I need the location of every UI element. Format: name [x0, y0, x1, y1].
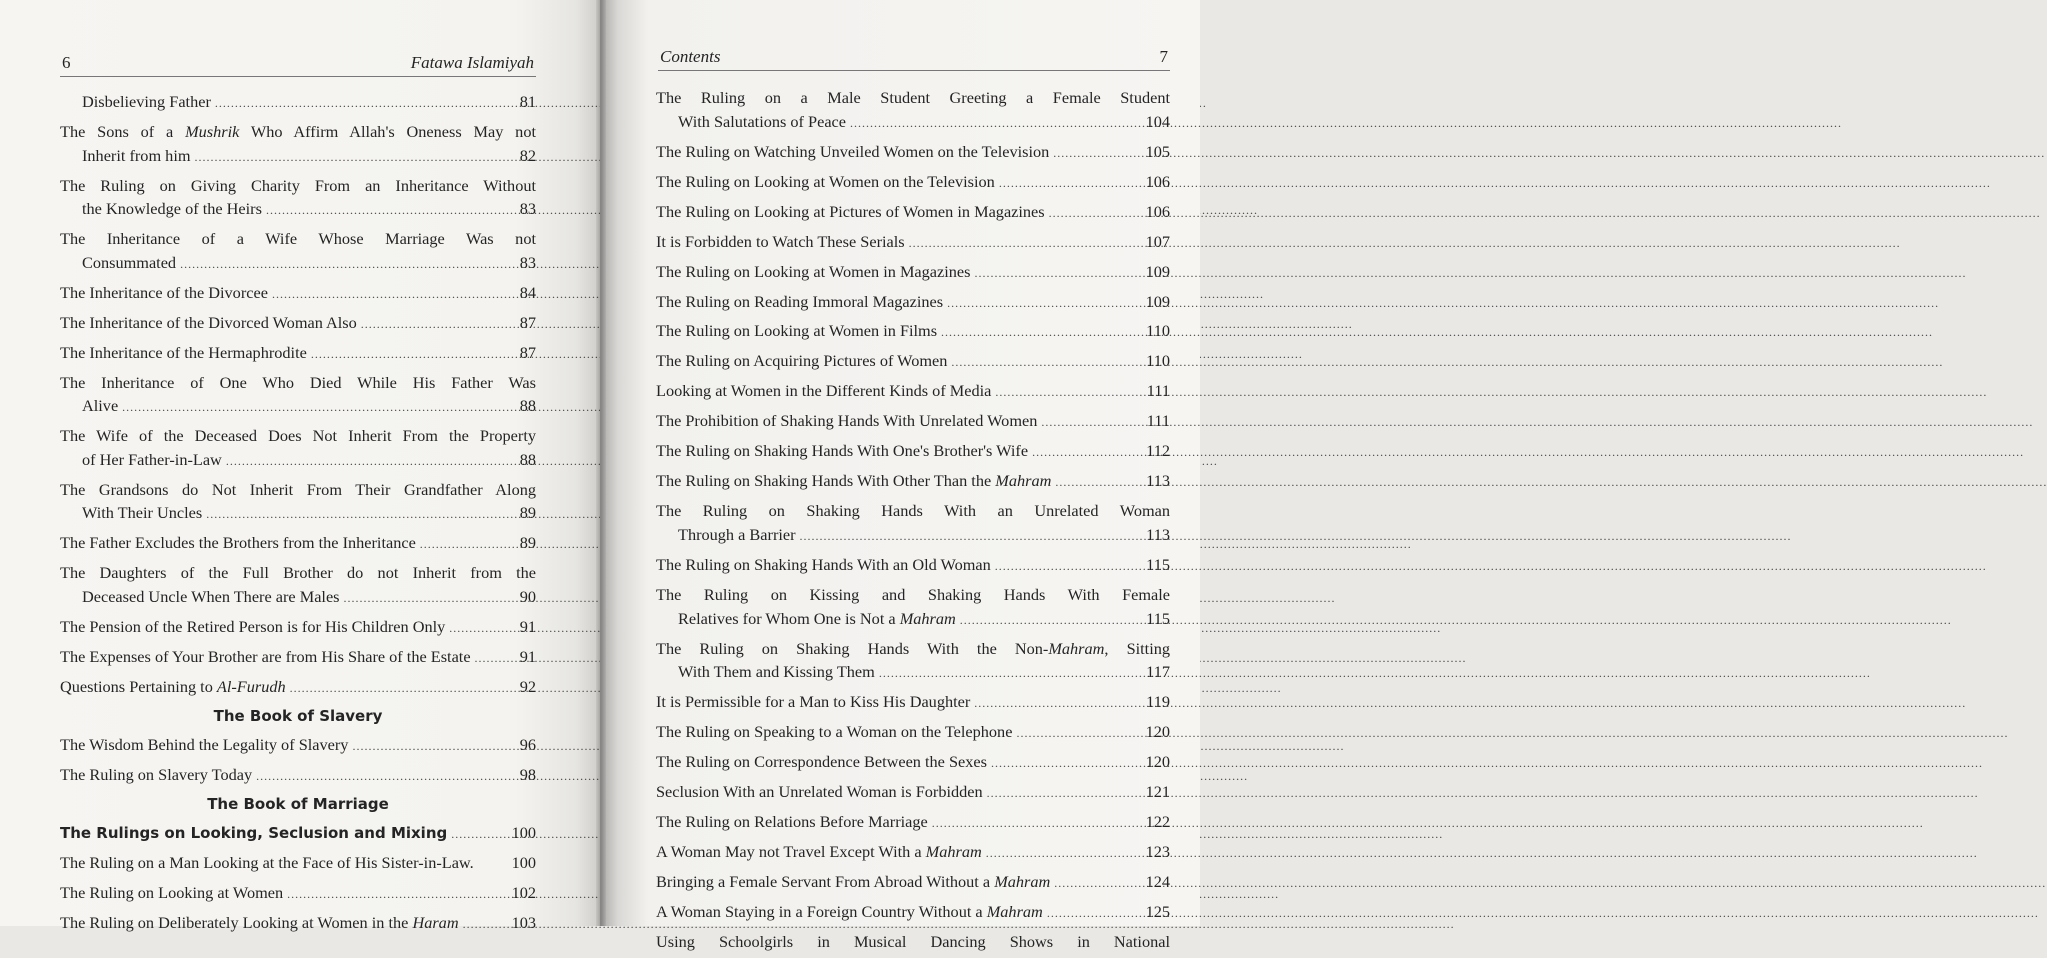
entry-page-number: 119: [1146, 692, 1170, 712]
toc-entry[interactable]: [656, 319, 1170, 345]
entry-title-line: The Wife of the Deceased Does Not Inherit From the Property: [60, 426, 536, 446]
entry-title-line: The Ruling on a Male Student Greeting a Female Student: [656, 88, 1170, 107]
entry-title: The Ruling on Shaking Hands With an Old Woman: [656, 554, 991, 574]
toc-entry[interactable]: [656, 140, 1170, 166]
entry-title: The Ruling on Relations Before Marriage: [656, 812, 928, 832]
toc-entry[interactable]: [656, 469, 1170, 495]
dot-leader: [986, 842, 1140, 866]
entry-page-number: 111: [1146, 381, 1170, 401]
entry-page-number: 87: [519, 312, 536, 332]
entry-page-number: 89: [519, 533, 536, 553]
toc-entry[interactable]: [656, 840, 1170, 866]
entry-title: Seclusion With an Unrelated Woman is Forbidden: [656, 782, 983, 802]
dot-leader: [463, 913, 506, 937]
dot-leader: [1047, 902, 1140, 926]
entry-title: Relatives for Whom One is Not a Mahram: [678, 608, 956, 628]
book-title: Fatawa Islamiyah: [410, 53, 534, 72]
entry-page-number: 82: [519, 145, 536, 165]
entry-page-number: 100: [511, 822, 536, 842]
dot-leader: [361, 313, 506, 337]
entry-title: Through a Barrier: [678, 524, 796, 544]
entry-page-number: 109: [1145, 291, 1170, 311]
entry-page-number: 121: [1145, 782, 1170, 802]
entry-page-number: 117: [1146, 662, 1170, 682]
entry-title: The Inheritance of the Divorced Woman Also: [60, 312, 357, 332]
dot-leader: [1016, 722, 1140, 746]
dot-leader: [879, 662, 1140, 686]
toc-entry[interactable]: [60, 763, 536, 789]
running-head: [60, 50, 536, 77]
page-number: 6: [62, 53, 71, 72]
entry-title: The Inheritance of the Hermaphrodite: [60, 342, 307, 362]
entry-page-number: 113: [1146, 524, 1170, 544]
toc-entry[interactable]: [60, 120, 536, 169]
toc-entry[interactable]: [60, 645, 536, 671]
entry-page-number: 89: [519, 503, 536, 523]
toc-entry[interactable]: [60, 531, 536, 557]
entry-title: It is Forbidden to Watch These Serials: [656, 231, 905, 251]
toc-entry[interactable]: [60, 675, 536, 701]
entry-page-number: 98: [519, 764, 536, 784]
entry-page-number: 109: [1145, 261, 1170, 281]
toc-entry[interactable]: [656, 780, 1170, 806]
dot-leader: [290, 677, 506, 701]
entry-title: The Ruling on Looking at Women in Magazines: [656, 261, 971, 281]
entry-page-number: 83: [519, 252, 536, 272]
entry-title: Consummated: [82, 252, 177, 272]
dot-leader: [266, 199, 506, 223]
entry-title: Deceased Uncle When There are Males: [82, 586, 340, 606]
toc-entry[interactable]: [60, 615, 536, 641]
toc-entry[interactable]: [656, 409, 1170, 435]
entry-title: the Knowledge of the Heirs: [82, 199, 262, 219]
dot-leader: [974, 692, 1140, 716]
toc-entry[interactable]: [60, 478, 536, 527]
entry-page-number: 105: [1145, 141, 1170, 161]
entry-title: It is Permissible for a Man to Kiss His Daughter: [656, 692, 971, 712]
dot-leader: [987, 782, 1140, 806]
entry-title: The Ruling on Slavery Today: [60, 764, 253, 784]
running-head: [658, 44, 1170, 71]
entry-page-number: 96: [519, 734, 536, 754]
toc-entry[interactable]: [60, 911, 536, 937]
entry-title-line: The Inheritance of a Wife Whose Marriage Was not: [60, 229, 536, 249]
toc-list: [656, 86, 1170, 958]
toc-entry[interactable]: [656, 553, 1170, 579]
toc-entry[interactable]: [656, 200, 1170, 226]
entry-page-number: 115: [1146, 554, 1170, 574]
entry-page-number: 125: [1145, 902, 1170, 921]
entry-page-number: 88: [519, 449, 536, 469]
entry-title: The Ruling on Watching Unveiled Women on the Television: [656, 141, 1050, 161]
toc-entry[interactable]: [60, 821, 536, 847]
entry-title-line: The Ruling on Kissing and Shaking Hands With Female: [656, 584, 1170, 604]
entry-page-number: 92: [519, 676, 536, 696]
dot-leader: [344, 587, 506, 611]
toc-entry[interactable]: [60, 174, 536, 223]
dot-leader: [800, 525, 1140, 549]
section-heading: The Book of Marriage: [207, 794, 389, 813]
toc-entry[interactable]: [656, 349, 1170, 375]
toc-entry[interactable]: [656, 379, 1170, 405]
entry-page-number: 120: [1145, 722, 1170, 742]
entry-page-number: 111: [1146, 411, 1170, 431]
toc-entry[interactable]: [656, 170, 1170, 196]
entry-page-number: 91: [519, 616, 536, 636]
toc-entry[interactable]: [60, 881, 536, 907]
entry-title: With Them and Kissing Them: [678, 662, 875, 682]
entry-page-number: 124: [1145, 872, 1170, 892]
entry-title: With Salutations of Peace: [678, 111, 846, 131]
entry-title: A Woman May not Travel Except With a Mahram: [656, 842, 982, 862]
entry-page-number: 120: [1145, 752, 1170, 772]
entry-title: The Ruling on Correspondence Between the Sexes: [656, 752, 987, 772]
entry-title: The Ruling on Looking at Women in Films: [656, 321, 938, 341]
entry-page-number: 123: [1145, 842, 1170, 862]
dot-leader: [449, 617, 506, 641]
toc-entry[interactable]: [60, 424, 536, 473]
entry-title: The Ruling on Looking at Women: [60, 882, 284, 902]
dot-leader: [1049, 202, 1140, 226]
entry-page-number: 122: [1145, 812, 1170, 832]
book-gutter: [596, 0, 606, 926]
toc-entry[interactable]: [656, 930, 1170, 954]
toc-entry[interactable]: [656, 230, 1170, 256]
entry-page-number: 110: [1146, 321, 1170, 341]
dot-leader: [999, 172, 1140, 196]
entry-title: The Pension of the Retired Person is for His Children Only: [60, 616, 446, 636]
entry-title-line: The Ruling on Shaking Hands With the Non-Mahram, Sitting: [656, 638, 1170, 658]
entry-page-number: 104: [1145, 111, 1170, 131]
entry-page-number: 90: [519, 586, 536, 606]
dot-leader: [909, 232, 1140, 256]
entry-title: The Ruling on Shaking Hands With One's Brother's Wife: [656, 441, 1029, 461]
entry-title: The Ruling on Reading Immoral Magazines: [656, 291, 944, 311]
toc-entry[interactable]: [656, 900, 1170, 926]
toc-entry[interactable]: [60, 90, 536, 116]
toc-entry[interactable]: [656, 583, 1170, 632]
entry-title: The Rulings on Looking, Seclusion and Mixing: [60, 823, 448, 842]
entry-title: The Ruling on Acquiring Pictures of Women: [656, 351, 948, 371]
entry-page-number: 115: [1146, 608, 1170, 628]
toc-entry[interactable]: [60, 733, 536, 759]
entry-page-number: 91: [519, 646, 536, 666]
toc-entry[interactable]: [60, 281, 536, 307]
toc-entry[interactable]: [60, 371, 536, 420]
entry-title: A Woman Staying in a Foreign Country Without a Mahram: [656, 902, 1043, 921]
entry-page-number: 88: [519, 396, 536, 416]
dot-leader: [122, 396, 506, 420]
entry-title: The Ruling on Speaking to a Woman on the Telephone: [656, 722, 1013, 742]
dot-leader: [1054, 872, 1140, 896]
toc-entry[interactable]: [656, 690, 1170, 716]
entry-title: The Ruling on a Man Looking at the Face of His Sister-in-Law.: [60, 852, 474, 872]
toc-entry[interactable]: [656, 260, 1170, 286]
dot-leader: [941, 321, 1140, 345]
dot-leader: [960, 609, 1140, 633]
toc-entry[interactable]: [656, 750, 1170, 776]
dot-leader: [995, 381, 1140, 405]
toc-list: [60, 90, 536, 941]
entry-page-number: 87: [519, 342, 536, 362]
dot-leader: [951, 351, 1140, 375]
right-page: [600, 0, 1200, 951]
entry-page-number: 113: [1146, 471, 1170, 491]
dot-leader: [974, 262, 1140, 286]
entry-page-number: 102: [511, 882, 536, 902]
entry-title: The Ruling on Shaking Hands With Other Than the Mahram: [656, 471, 1052, 491]
entry-title-line: The Grandsons do Not Inherit From Their Grandfather Along: [60, 479, 536, 499]
entry-title: The Inheritance of the Divorcee: [60, 282, 268, 302]
entry-title: Disbelieving Father: [82, 92, 211, 111]
dot-leader: [1055, 471, 1140, 495]
entry-title: of Her Father-in-Law: [82, 449, 222, 469]
dot-leader: [215, 92, 506, 116]
toc-entry[interactable]: [656, 86, 1170, 135]
dot-leader: [850, 112, 1140, 136]
dot-leader: [272, 283, 506, 307]
entry-page-number: 107: [1145, 231, 1170, 251]
dot-leader: [352, 735, 506, 759]
dot-leader: [947, 292, 1140, 316]
dot-leader: [206, 503, 506, 527]
entry-page-number: 84: [519, 282, 536, 302]
entry-title: Inherit from him: [82, 145, 191, 165]
entry-title: The Ruling on Deliberately Looking at Women in the Haram: [60, 912, 459, 932]
dot-leader: [287, 883, 506, 907]
entry-title-line: The Sons of a Mushrik Who Affirm Allah's Oneness May not: [60, 121, 536, 141]
dot-leader: [195, 146, 506, 170]
toc-entry[interactable]: [656, 810, 1170, 836]
entry-page-number: 106: [1145, 201, 1170, 221]
entry-title: Questions Pertaining to Al-Furudh: [60, 676, 286, 696]
entry-page-number: 100: [511, 852, 536, 872]
toc-entry[interactable]: [656, 499, 1170, 548]
page-number: 7: [1159, 47, 1168, 66]
section-heading: The Book of Slavery: [213, 706, 383, 725]
dot-leader: [420, 533, 506, 557]
entry-title: The Ruling on Looking at Pictures of Women in Magazines: [656, 201, 1045, 221]
entry-title: With Their Uncles: [82, 503, 203, 523]
dot-leader: [991, 752, 1140, 776]
dot-leader: [1032, 441, 1140, 465]
dot-leader: [180, 253, 506, 277]
toc-entry[interactable]: [60, 851, 536, 877]
contents-heading: Contents: [660, 47, 721, 66]
entry-page-number: 106: [1145, 171, 1170, 191]
entry-title: Alive: [82, 396, 119, 416]
toc-entry[interactable]: [60, 311, 536, 337]
toc-entry[interactable]: [656, 637, 1170, 686]
entry-title-line: Using Schoolgirls in Musical Dancing Shows in National: [656, 931, 1170, 951]
entry-page-number: 110: [1146, 351, 1170, 371]
toc-entry[interactable]: [60, 341, 536, 367]
entry-title-line: The Ruling on Shaking Hands With an Unrelated Woman: [656, 501, 1170, 521]
dot-leader: [311, 343, 506, 367]
toc-entry[interactable]: [60, 227, 536, 276]
dot-leader: [932, 812, 1140, 836]
toc-entry[interactable]: [656, 720, 1170, 746]
dot-leader: [1053, 142, 1140, 166]
dot-leader: [226, 450, 506, 474]
dot-leader: [1041, 411, 1140, 435]
entry-title: Bringing a Female Servant From Abroad Without a Mahram: [656, 872, 1051, 892]
dot-leader: [451, 823, 506, 847]
entry-title: The Prohibition of Shaking Hands With Unrelated Women: [656, 411, 1038, 431]
entry-title-line: The Inheritance of One Who Died While His Father Was: [60, 372, 536, 392]
toc-entry[interactable]: [656, 439, 1170, 465]
toc-entry[interactable]: [656, 290, 1170, 316]
entry-page-number: 112: [1146, 441, 1170, 461]
entry-title: The Expenses of Your Brother are from His Share of the Estate: [60, 646, 471, 666]
toc-entry[interactable]: [656, 870, 1170, 896]
entry-title: Looking at Women in the Different Kinds of Media: [656, 381, 992, 401]
left-page: [0, 0, 600, 932]
dot-leader: [995, 555, 1140, 579]
entry-title-line: The Daughters of the Full Brother do not Inherit from the: [60, 563, 536, 583]
toc-entry[interactable]: [60, 561, 536, 610]
entry-page-number: 83: [519, 199, 536, 219]
entry-title-line: The Ruling on Giving Charity From an Inheritance Without: [60, 175, 536, 195]
entry-title: The Ruling on Looking at Women on the Television: [656, 171, 995, 191]
dot-leader: [256, 765, 506, 789]
entry-title: The Wisdom Behind the Legality of Slavery: [60, 734, 349, 754]
entry-title: The Father Excludes the Brothers from the Inheritance: [60, 533, 416, 553]
entry-page-number: 81: [519, 92, 536, 111]
entry-page-number: 103: [511, 912, 536, 932]
dot-leader: [475, 647, 506, 671]
